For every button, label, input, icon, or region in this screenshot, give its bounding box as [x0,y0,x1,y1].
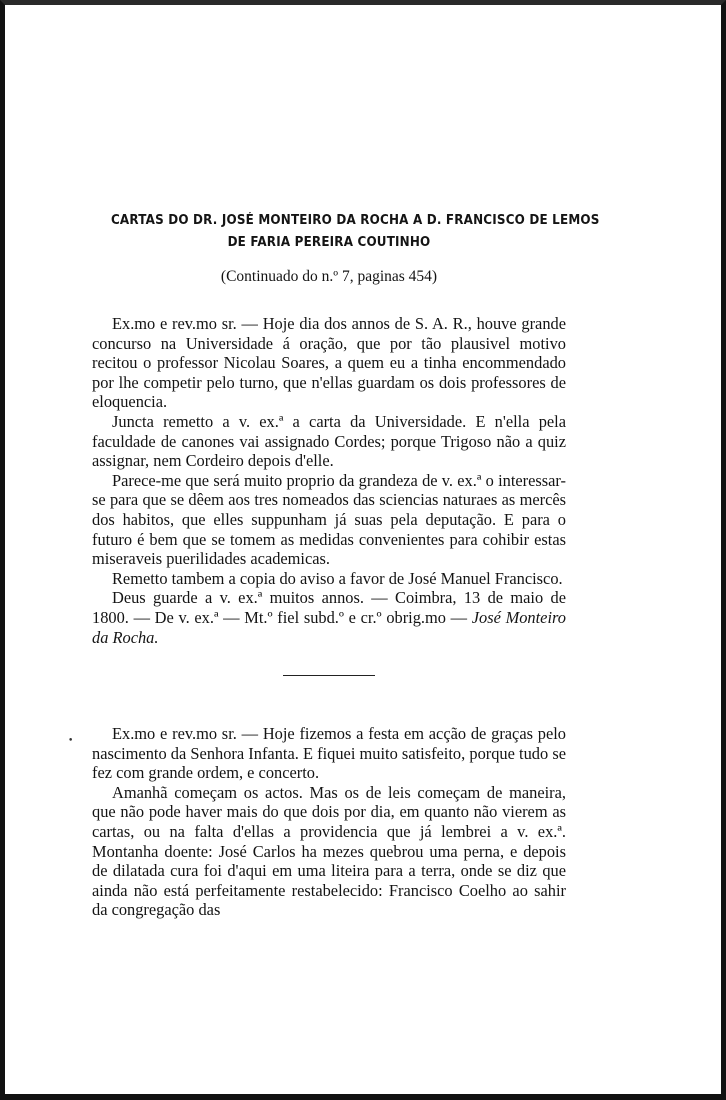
letter-1-paragraph-1: Ex.mo e rev.mo sr. — Hoje dia dos annos de S. A. R., houve grande concurso na Universidade á oração, que por tão plausivel motivo recitou o professor Nicolau Soares, a quem eu a tinha encommendado por lhe competir pelo turno, que n'ellas guardam os dois professores de eloquencia. [92,314,566,412]
document-page [92,210,600,920]
letter-1-paragraph-3: Parece-me que será muito proprio da grandeza de v. ex.ª o interessar-se para que se dêem aos tres nomeados das sciencias naturaes as mercês dos habitos, que elles suppunham já suas pela deputação. E para o futuro é bem que se tomem as medidas convenientes para cohibir estas miseraveis puerilidades academicas. [92,470,566,569]
letter-2-paragraph-1: Ex.mo e rev.mo sr. — Hoje fizemos a festa em acção de graças pelo nascimento da Senhora Infanta. E fiquei muito satisfeito, porque tudo se fez com grande ordem, e concerto. [92,724,566,783]
signature: José Monteiro da Rocha. [92,607,566,647]
letter-1-paragraph-4: Remetto tambem a copia do aviso a favor de José Manuel Francisco. [112,568,563,588]
article-title [110,210,600,254]
letter-1-closing [92,588,566,647]
continuation-note: (Continuado do n.º 7, paginas 454) [220,268,438,285]
section-divider [283,675,375,676]
title-line-1: CARTAS DO DR. JOSÉ MONTEIRO DA ROCHA A D. FRANCISCO DE LEMOS [110,213,600,228]
letter-1-paragraph-2: Juncta remetto a v. ex.ª a carta da Universidade. E n'ella pela faculdade de canones vai assignado Cordes; porque Trigoso não a quiz assignar, nem Cordeiro depois d'elle. [92,411,566,471]
margin-mark: • [68,736,74,746]
closing-text: Deus guarde a v. ex.ª muitos annos. — Coimbra, 13 de maio de 1800. — De v. ex.ª — Mt.º fiel subd.º e cr.º obrig.mo — [92,588,566,627]
title-line-2: DE FARIA PEREIRA COUTINHO [227,235,431,250]
letter-2-paragraph-2: Amanhã começam os actos. Mas os de leis começam de maneira, que não pode haver mais do que dois por dia, em quanto não vierem as cartas, ou na falta d'ellas a providencia que já lembrei a v. ex.ª. Montanha doente: José Carlos ha mezes quebrou uma perna, e depois de dilatada cura foi d'aqui em uma liteira para a terra, onde se diz que ainda não está perfeitamente restabelecido: Francisco Coelho ao sahir da congregação das [92,782,566,920]
letter-2 [92,724,566,920]
letter-1 [92,314,566,647]
